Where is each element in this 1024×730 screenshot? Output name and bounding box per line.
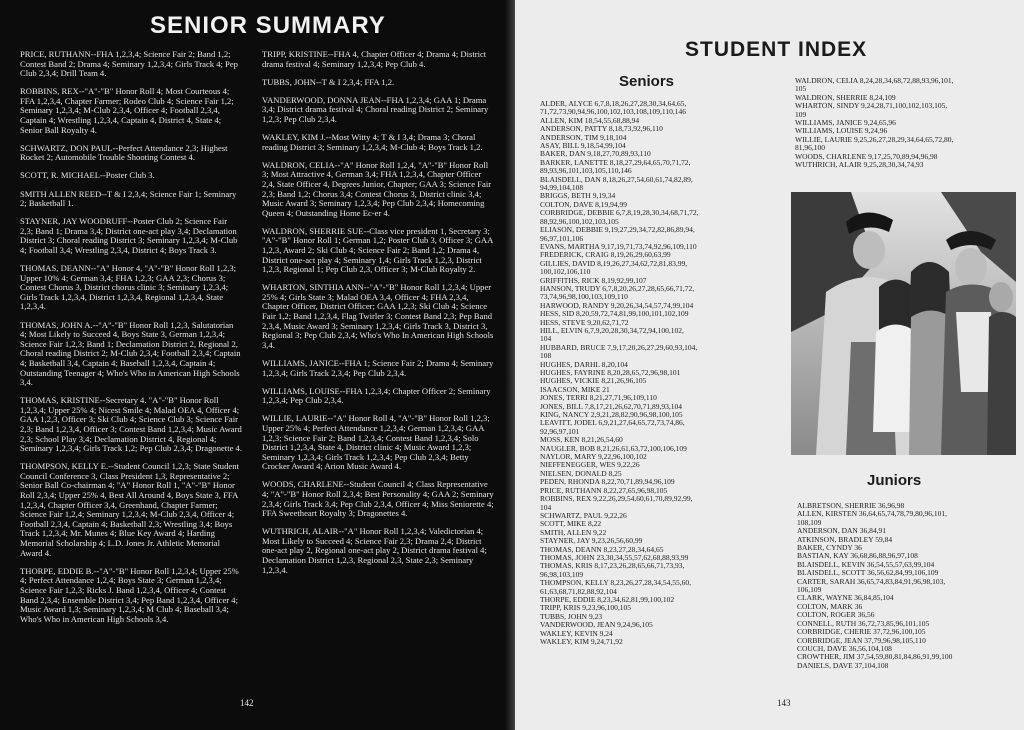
page-number-left: 142	[240, 698, 254, 708]
index-line: 81,96,100	[795, 143, 825, 153]
index-line: LEAVITT, JODEL 6,9,21,27,64,65,72,73,74,86,	[540, 418, 685, 428]
index-line: FREDERICK, CRAIG 8,19,26,29,60,63,99	[540, 250, 671, 260]
index-line: HUBBARD, BRUCE 7,9,17,20,26,27,29,60,93,104,	[540, 342, 698, 352]
index-line: WUTHRICH, ALAIR 9,25,28,30,34,74,93	[795, 160, 924, 170]
summary-entry: VANDERWOOD, DONNA JEAN--FHA 1,2,3,4; GAA 1; Drama 3,4; District drama festival 4; Choral reading District 2; Seminary 1,2,3; Pep Club 2,3,4.	[262, 94, 489, 124]
index-line: COLTON, ROGER 36,56	[797, 610, 875, 620]
index-line: COLTON, DAVE 8,19,94,99	[540, 199, 627, 209]
summary-column-1	[20, 50, 242, 633]
index-line: 109	[795, 109, 807, 119]
summary-entry: THOMAS, KRISTINE--Secretary 4. "A"-"B" Honor Roll 1,2,3,4; Upper 25% 4; Nicest Smile 4; Malad OEA 4, Officer 4; GAA 1,2,3, Officer 3; Ski Club 4; Science Club 3; Science Fair 2,3; Band 1,2,3,4, Officer 3; Contest Band 1,2,3,4; Music Award 2,3; School Play 3,4; Declamation District 4, Regional 4; Seminary 1,2,3,4; Girls Track 1,2; Pep Club 2,3,4; Dragonette 4.	[20, 395, 242, 454]
index-line: BLAISDELL, KEVIN 36,54,55,57,63,99,104	[797, 559, 935, 569]
summary-entry: WAKLEY, KIM J.--Most Witty 4; T & I 3,4; Drama 3; Choral reading District 3; Seminary 1,2,3,4; M-Club 4; Boys Track 1,2.	[262, 132, 483, 152]
index-line: 61,63,68,71,82,88,92,104	[540, 586, 617, 596]
index-line: WILLIAMS, JANICE 9,24,65,96	[795, 118, 896, 128]
index-line: DANIELS, DAVE 37,104,108	[797, 660, 889, 670]
index-line: TUBBS, JOHN 9,23	[540, 611, 603, 621]
index-line: PEDEN, RHONDA 8,22,70,71,89,94,96,109	[540, 477, 675, 487]
summary-entry: THORPE, EDDIE B.--"A"-"B" Honor Roll 1,2,3,4; Upper 25% 4; Perfect Attendance 1,2,4; Boys State 3; German 1,2,3,4; Science Fair 1,2,3; Ricks J. Band 1,2,3,4, Officer 4; Contest Band 2,3,4; Ensemble District 3,4; Pep Band 1,2,3,4, Officer 4; Music Award 1,3; Seminary 1,2,3,4; M Club 4; Baseball 3,4; Who's Who in American High Schools 3,4.	[20, 565, 239, 624]
index-line: ALLEN, KIRSTEN 36,64,65,74,78,79,80,96,101,	[797, 509, 947, 519]
index-line: 106,109	[797, 585, 822, 595]
index-line: SMITH, ALLEN 9,22	[540, 527, 607, 537]
index-line: 89,93,96,101,103,105,110,146	[540, 166, 632, 176]
summary-entry: WALDRON, SHERRIE SUE--Class vice president 1, Secretary 3; "A"-"B" Honor Roll 1; German 1,2; Poster Club 3, Officer 3; GAA 1,2,3, Award 2; Ski Club 4; Science Fair 2; Band 1,2; Drama 4, District one-act play 4; Seminary 1,4; Girls Track 1,2,3, District 1,2,3, Regional 1; Pep Club 2,3, Officer 3; M-Club Royalty 2.	[262, 225, 493, 275]
index-line: BLAISDELL, SCOTT 36,56,62,84,99,106,109	[797, 568, 939, 578]
index-line: TRIPP, KRIS 9,23,96,100,105	[540, 603, 632, 613]
summary-entry: THOMAS, JOHN A.--"A"-"B" Honor Roll 1,2,3, Salutatorian 4; Most Likely to Succeed 4, Boys State 3, German 1,2,3,4; Science Fair 1,2,3; Band 1; Declamation District 2, Regional 2, Choral reading District 2; M-Club 2,3,4; Football 2,3,4; Captain 4; Basketball 3,4, Captain 4; Baseball 1,2,3,4, Captain 4; Outstanding Teenager 4; Who's Who in American High Schools 3,4.	[20, 319, 241, 388]
index-line: WAKLEY, KEVIN 9,24	[540, 628, 613, 638]
index-line: 105	[795, 84, 807, 94]
index-line: THOMAS, DEANN 8,23,27,28,34,64,65	[540, 544, 664, 554]
index-line: 92,96,97,101	[540, 426, 580, 436]
index-line: CONNELL, RUTH 36,72,73,85,96,101,105	[797, 618, 930, 628]
summary-entry: SCHWARTZ, DON PAUL--Perfect Attendance 2,3; Highest Rocket 2; Automobile Trouble Shooting Contest 4.	[20, 142, 228, 163]
index-line: CARTER, SARAH 36,65,74,83,84,91,96,98,103,	[797, 576, 946, 586]
index-line: MOSS, KEN 8,21,26,54,60	[540, 435, 623, 445]
index-line: NIEFFENEGGER, WES 9,22,26	[540, 460, 640, 470]
index-line: 100,102,106,110	[540, 267, 591, 277]
index-line: ROBBINS, REX 9,22,26,29,54,60,61,70,89,92,99,	[540, 494, 693, 504]
index-line: SCHWARTZ, PAUL 9,22,26	[540, 510, 627, 520]
index-line: HARWOOD, RANDY 9,20,26,34,54,57,74,99,104	[540, 300, 694, 310]
index-line: CORBRIDGE, DEBBIE 6,7,8,19,28,30,34,68,71,72,	[540, 208, 699, 218]
index-line: NAYLOR, MARY 9,22,96,100,102	[540, 452, 647, 462]
index-line: KING, NANCY 2,9,21,28,82,90,96,98,100,105	[540, 410, 683, 420]
summary-entry: WALDRON, CELIA--"A" Honor Roll 1,2,4, "A"-"B" Honor Roll 3; Most Attractive 4, German 3,4; FHA 1,2,3,4, Chapter Officer 2,4, State Officer 4, Degrees Junior, Chapter; GAA 3; Science Fair 2,3; Band 1,2; Chorus 3,4; Contest Chorus 3, District clinic 3,4; Music Award 3; Seminary 1,2,3,4; Pep Club 2,3,4; Homecoming Queen 4; Outstanding Home Ec-er 4.	[262, 159, 492, 218]
index-line: WALDRON, CELIA 8,24,28,34,68,72,88,93,96,101,	[795, 76, 954, 85]
seniors-index-column-1	[540, 100, 790, 646]
index-line: ALDER, ALYCE 6,7,8,18,26,27,28,30,34,64,65,	[540, 99, 687, 108]
index-line: CORBRIDGE, JEAN 37,79,96,98,105,110	[797, 635, 926, 645]
index-line: THOMAS, KRIS 8,17,23,26,28,65,66,71,73,93,	[540, 561, 685, 571]
index-line: CROWTHER, JIM 37,54,59,80,81,84,86,91,99,100	[797, 652, 953, 662]
index-line: NIELSEN, DONALD 8,25	[540, 468, 622, 478]
summary-entry: WOODS, CHARLENE--Student Council 4; Class Representative 4; "A"-"B" Honor Roll 2,3,4; Best Personality 4; GAA 2; Seminary 2,3,4; Girls Track 3,4; Pep Club 2,3,4, Officer 4; Miss Seniorette 4; FFA Sweetheart Royalty 3; Dragonettes 4.	[262, 479, 494, 519]
index-line: COUCH, DAVE 36,56,104,108	[797, 643, 892, 653]
index-line: 108,109	[797, 517, 822, 527]
summary-entry: SMITH ALLEN REED--T & I 2,3,4; Science Fair 1; Seminary 2; Basketball 1.	[20, 188, 237, 209]
summary-entry: WILLIE, LAURIE--"A" Honor Roll 4, "A"-"B" Honor Roll 1,2,3; Upper 25% 4; Perfect Attendance 1,2,3,4; German 1,2,3,4; GAA 1,2,3; Science Fair 2; Band 1,2,3,4; Contest Band 1,2,3,4; Solo District 1,2,3,4, State 4, District clinic 4; Music Award 1,2,3; Seminary 1,2,3,4; Girls Track 1,2,3,4; Pep Club 2,3,4; Betty Crocker Award 4; Arion Music Award 4.	[262, 413, 490, 472]
index-line: ANDERSON, TIM 9,18,104	[540, 132, 627, 142]
seniors-index-column-2	[795, 77, 1015, 169]
index-line: GILLIES, DAVID 8,19,26,27,34,62,72,81,83,99,	[540, 258, 688, 268]
summary-entry: STAYNER, JAY WOODRUFF--Poster Club 2; Science Fair 2,3; Band 1; Drama 3,4; District one-act play 3,4; Declamation District 3; Choral reading District 3; Seminary 1,2,3,4; M-Club 4; Football 3,4; Wrestling 2,3,4, District 4; Boys Track 3.	[20, 216, 238, 255]
seniors-heading: Seniors	[619, 73, 675, 90]
index-line: 108	[540, 351, 552, 361]
index-line: SCOTT, MIKE 8,22	[540, 519, 602, 529]
index-line: 104	[540, 502, 552, 512]
index-line: BARKER, LANETTE 8,18,27,29,64,65,70,71,72,	[540, 157, 691, 167]
index-line: NAUGLER, BOB 8,21,26,61,63,72,100,106,109	[540, 443, 687, 453]
senior-summary-title: SENIOR SUMMARY	[150, 12, 386, 39]
summary-entry: WHARTON, SINTHIA ANN--"A"-"B" Honor Roll 1,2,3,4; Upper 25% 4; Girls State 3; Malad OEA 3,4, Officer 4; FHA 2,3,4, Chapter Officer, District Officer; GAA 1,2,3; Ski Club 4; Science Fair 1,2; Band 1,2,3,4, Flag Twirler 3; Contest Band 2,3; Pep Band 2,3,4, Music Award 3; Seminary 1,2,3,4; Girls Track 3, District 3, Regional 3; Pep Club 2,3,4; Who's Who In American High Schools 3,4.	[262, 282, 494, 350]
right-page-student-index	[515, 0, 1024, 730]
student-index-title: STUDENT INDEX	[685, 38, 868, 61]
students-photo-illustration	[791, 192, 1016, 455]
index-line: CORBRIDGE, CHERIE 37,72,96,100,105	[797, 627, 926, 637]
summary-entry: THOMPSON, KELLY E.--Student Council 1,2,3; State Student Council Conference 3, Class President 1,3, Representative 2; Senior Ball Co-chairman 4; "A" Honor Roll 1, "A"-"B" Honor Roll 2,3,4; Upper 25% 4, Best All Around 4, Boys State 3, FFA 1,2,3,4, Chapter Officer 3,4, Greenhand, Chapter Farmer; Science Fair 1,2,4; Seminary 1,2,3,4; M-Club 2,3,4, Officer 4; Football 2,3,4, Captain 4; Basketball 2,3; Wrestling 3,4; Boys Track 1,2,3,4; Mr. Munes 4; Blue Key Award 4; Harding Memorial Scholarship 4; L.D. Jones Jr. Athletic Memorial Award 4.	[20, 461, 239, 558]
index-line: JONES, TERRI 8,21,27,71,96,109,110	[540, 393, 657, 403]
juniors-index-column	[797, 502, 1017, 670]
index-line: VANDERWOOD, JEAN 9,24,96,105	[540, 620, 653, 630]
index-line: 104	[540, 334, 552, 344]
index-line: COLTON, MARK 36	[797, 601, 863, 611]
index-line: GRIFFITHS, RICK 8,19,92,99,107	[540, 275, 647, 285]
index-line: PRICE, RUTHANN 8,22,27,65,96,98,105	[540, 485, 668, 495]
index-line: THOMPSON, KELLY 8,23,26,27,28,34,54,55,60,	[540, 578, 692, 588]
page-number-right: 143	[777, 698, 791, 708]
summary-entry: PRICE, RUTHANN--FHA 1,2,3,4; Science Fair 2; Band 1,2; Contest Band 2; Drama 4; Seminary 1,2,3,4; Girls Track 4; Pep Club 2,3,4; Drill Team 4.	[20, 49, 238, 79]
index-line: HESS, STEVE 9,20,62,71,72	[540, 317, 629, 327]
index-line: 73,74,96,98,100,103,109,110	[540, 292, 628, 302]
index-line: BAKER, CYNDY 36	[797, 543, 862, 553]
index-line: ELIASON, DEBBIE 9,19,27,29,34,72,82,86,89,94,	[540, 225, 695, 235]
index-line: HILL, ELVIN 6,7,9,20,28,30,34,72,94,100,102,	[540, 325, 684, 335]
summary-entry: ROBBINS, REX--"A"-"B" Honor Roll 4; Most Courteous 4; FFA 1,2,3,4, Chapter Farmer; Rodeo Club 4; Science Fair 1,2; Seminary 1,2,3,4; M-Club 2,3,4, Officer 4; Football 2,3,4, Captain 4; Wrestling 1,2,3,4, Captain 4, District 4, State 4; Senior Ball Royalty 4.	[20, 86, 234, 135]
index-line: HANSON, TRUDY 6,7,8,20,26,27,28,65,66,71,72,	[540, 283, 695, 293]
index-line: ASAY, BILL 9,18,54,99,104	[540, 141, 626, 151]
index-line: WHARTON, SINDY 9,24,28,71,100,102,103,105,	[795, 101, 948, 111]
index-line: WILLIE, LAURIE 9,25,26,27,28,29,34,64,65,72,80,	[795, 134, 954, 144]
juniors-heading: Juniors	[867, 472, 922, 489]
index-line: BLAISDELL, DAN 8,18,26,27,54,60,61,74,82,89,	[540, 174, 693, 184]
index-line: HUGHES, FAYRINE 8,20,28,65,72,96,98,101	[540, 368, 681, 377]
index-line: THOMAS, JOHN 23,30,34,55,57,62,68,88,93,99	[540, 552, 689, 562]
index-line: ALBRETSON, SHERRIE 36,96,98	[797, 501, 905, 510]
index-line: ISAACSON, MIKE 21	[540, 384, 610, 394]
index-line: CLARK, WAYNE 36,84,85,104	[797, 593, 894, 603]
summary-entry: WILLIAMS, LOUISE--FHA 1,2,3,4; Chapter Officer 2; Seminary 1,2,3,4; Pep Club 2,3,4.	[262, 385, 491, 406]
index-line: 88,92,96,100,102,103,105	[540, 216, 619, 226]
index-line: WAKLEY, KIM 9,24,71,92	[540, 637, 623, 646]
summary-entry: THOMAS, DEANN--"A" Honor 4, "A"-"B" Honor Roll 1,2,3; Upper 10% 4; German 3,4; FHA 1,2,3; GAA 2,3; Chorus 3; Contest Chorus 3, District chorus clinic 3; Seminary 1,2,3,4; Girls Track 1,2,3,4, District 1,2,3,4, Regional 1,2,3,4, State 1,2,3,4.	[20, 263, 237, 312]
index-line: HESS, SID 8,20,59,72,74,81,99,100,101,102,109	[540, 309, 689, 319]
summary-entry: TRIPP, KRISTINE--FHA 4, Chapter Officer 4; Drama 4; District drama festival 4; Seminary 1,2,3,4; Pep Club 4.	[262, 49, 487, 69]
index-line: ANDERSON, PATTY 8,18,73,92,96,110	[540, 124, 663, 134]
index-line: 71,72,73,90,94,96,100,102,103,108,109,110,146	[540, 107, 686, 117]
summary-entry: WUTHRICH, ALAIR--"A" Honor Roll 1,2,3,4; Valedictorian 4; Most Likely to Succeed 4; Science Fair 2,3; Drama 2,4; District one-act play 2, Regional one-act play 2, District drama festival 4; Declamation District 1,2,3, Regional 2,3, State 2,3; Seminary 1,2,3,4.	[262, 526, 487, 575]
summary-entry: TUBBS, JOHN--T & I 2,3,4; FFA 1,2.	[262, 76, 395, 87]
index-line: EVANS, MARTHA 9,17,19,71,73,74,92,96,109,110	[540, 241, 697, 251]
index-line: WOODS, CHARLENE 9,17,25,70,89,94,96,98	[795, 151, 938, 161]
summary-column-2	[262, 50, 494, 584]
index-line: STAYNER, JAY 9,23,26,56,60,99	[540, 536, 643, 546]
index-line: ALLEN, KIM 18,54,55,68,88,94	[540, 115, 640, 125]
index-line: ANDERSON, DAN 36,84,91	[797, 526, 886, 536]
index-line: 96,98,103,109	[540, 569, 584, 579]
index-line: ATKINSON, BRADLEY 59,84	[797, 534, 893, 544]
students-group-photo	[791, 192, 1016, 455]
index-line: HUGHES, VICKIE 8,21,26,96,105	[540, 376, 647, 386]
summary-entry: SCOTT, R. MICHAEL--Poster Club 3.	[20, 170, 155, 181]
index-line: JONES, BILL 7,8,17,21,26,62,70,71,89,93,104	[540, 401, 683, 411]
index-line: BAKER, DAN 9,18,27,70,89,93,110	[540, 149, 651, 159]
index-line: BRIGGS, BETH 9,19,34	[540, 191, 616, 201]
index-line: THORPE, EDDIE 8,23,34,62,81,99,100,102	[540, 594, 675, 604]
index-line: WILLIAMS, LOUISE 9,24,96	[795, 126, 888, 136]
index-line: WALDRON, SHERRIE 8,24,109	[795, 92, 896, 102]
index-line: 94,99,104,108	[540, 183, 584, 193]
index-line: HUGHES, DARHL 8,20,104	[540, 359, 628, 369]
summary-entry: WILLIAMS, JANICE--FHA 1; Science Fair 2; Drama 4; Seminary 1,2,3,4; Girls Track 2,3,4; Pep Club 2,3,4.	[262, 357, 494, 378]
index-line: 96,97,101,106	[540, 233, 584, 243]
index-line: BASTIAN, KAY 36,68,86,88,96,97,108	[797, 551, 918, 561]
